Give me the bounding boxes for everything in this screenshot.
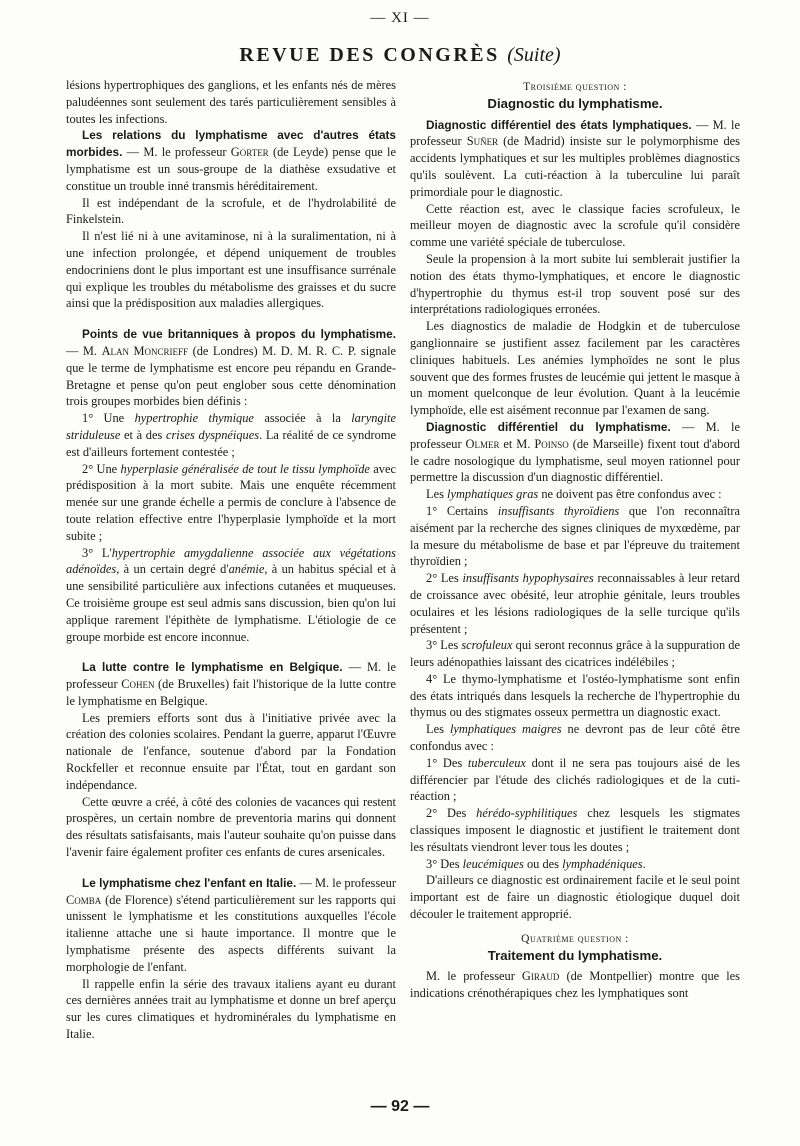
roman-page-number: — XI — (370, 10, 430, 26)
text-run: ne devront pas de leur côté être confondus avec : (410, 722, 740, 754)
text-run: — M. le professeur (66, 660, 397, 692)
text-run: 2° Les (426, 571, 463, 586)
left-column (66, 77, 396, 1043)
italic-term: lymphadéniques (562, 856, 643, 871)
list-item (410, 805, 740, 855)
paragraph: Il est indépendant de la scrofule, et de l'hydrolabilité de Finkelstein. (66, 195, 396, 227)
author-name: Alan Moncrieff (101, 343, 189, 358)
text-run: 3° Des (426, 856, 463, 871)
text-run: — M. (66, 343, 102, 358)
paragraph: Il n'est lié ni à une avitaminose, ni à la suralimentation, ni à une infection prolongée, et dépend uniquement de troubles endocriniens dont le plus important est une insuffisance surrénale qui explique les troubles du métabolisme des graisses et du sucre ainsi que la prédisposition aux maladies allergiques. (66, 229, 396, 311)
italic-term: insuffisants hypophysaires (462, 571, 594, 586)
author-name: Cohen (121, 677, 155, 692)
text-run: Les (426, 722, 450, 737)
text-run: 2° Des (426, 806, 477, 821)
text-run: Les (426, 487, 447, 502)
question-label: Troisième question : (523, 81, 627, 93)
text-run: (de Florence) s'étend particulièrement sur les rapports qui unissent le lymphatisme et les constitutions auxquelles l'école italienne attache une si haute importance. Il montre que le lymphatisme présente des aspects différents suivant la morphologie de l'enfant. (66, 892, 396, 974)
italic-term: lymphatiques maigres (449, 722, 562, 737)
text-run: . La réalité de ce syndrome est d'ailleurs fortement contestée ; (66, 427, 396, 459)
text-run: (de Montpellier) montre que les indications crénothérapiques chez les lymphatiques sont (410, 969, 740, 1001)
paragraph: lésions hypertrophiques des ganglions, et les enfants nés de mères paludéennes sont seulement des tarés particulièrement sensibles à toutes les infections. (66, 78, 396, 126)
paragraph: D'ailleurs ce diagnostic est ordinairement facile et le seul point important est de faire un diagnostic étiologique duquel doit découler le traitement approprié. (410, 873, 740, 922)
section-heading: Le lymphatisme chez l'enfant en Italie. (82, 875, 297, 890)
text-run: , à un certain degré d' (116, 562, 229, 577)
paragraph-comba (66, 875, 396, 976)
right-column (410, 77, 740, 1002)
italic-term: anémie (228, 562, 265, 577)
text-run: 1° Certains (426, 503, 498, 518)
italic-term: lymphatiques gras (447, 487, 539, 502)
text-run: 2° Une (82, 461, 121, 476)
author-name: Giraud (521, 969, 560, 984)
text-run: 1° Des (426, 755, 468, 770)
italic-term: hypertrophie thymique (134, 411, 254, 426)
italic-term: leucémiques (462, 856, 524, 871)
italic-term: crises dyspnéiques (165, 427, 260, 442)
section-title-text: REVUE DES CONGRÈS (239, 44, 500, 66)
text-run: . (642, 856, 646, 871)
text-run: ne doivent pas être confondus avec : (538, 487, 722, 502)
text-run: M. le professeur (426, 969, 522, 984)
text-run: (de Londres) M. D. M. R. C. P. signale que le terme de lymphatisme est encore peu répandu en Grande-Bretagne et pense qu'on peut englober sous cette dénomination trois groupes morbides bien définis : (66, 343, 397, 409)
paragraph: Seule la propension à la mort subite lui semblerait justifier la notion des états thymo-lymphatiques, et encore le diagnostic d'hypertrophie du thymus est-il trop souvent posé sur des interprétations radiologiques erronées. (410, 251, 740, 317)
text-run: (de Marseille) fixent tout d'abord le cadre nosologique du lymphatisme, seul moyen rationnel pour permettre la discussion d'un diagnostic différentiel. (410, 436, 740, 485)
list-item (410, 856, 740, 873)
section-title (0, 44, 800, 67)
list-item (66, 461, 396, 545)
paragraph: Les premiers efforts sont dus à l'initiative privée avec la création des colonies scolaires. Pendant la guerre, apparut l'Œuvre nationale de l'enfance, soutenue d'abord par la Fondation Rockfeller et reconnue ensuite par l'État, tout en gardant son indépendance. (66, 710, 396, 792)
italic-term: hypertrophie amygdalienne associée aux végétations adénoïdes (66, 545, 396, 577)
author-name: Olmer (465, 436, 500, 451)
text-run: (de Madrid) insiste sur le polymorphisme des accidents lymphatiques et sur les multiples problèmes diagnostics qu'ils soulèvent. La cuti-réaction à la tuberculine lui paraît primordiale pour le diagnostic. (410, 134, 741, 199)
italic-term: hérédo-syphilitiques (476, 806, 578, 821)
paragraph-gorter (66, 127, 396, 194)
text-run: dont il ne sera pas toujours aisé de les différencier par l'étude des clichés radiologiques et de la cuti-réaction ; (410, 755, 740, 804)
text-run: — M. le professeur (122, 145, 231, 160)
paragraph-suner (410, 117, 740, 201)
section-title-suite: (Suite) (507, 44, 561, 66)
list-item (410, 755, 740, 805)
section-heading: La lutte contre le lymphatisme en Belgique. (82, 660, 343, 675)
text-run: que l'on reconnaîtra aisément par la recherche des signes cliniques de myxœdème, par la mesure du métabolisme de base et par l'épreuve du traitement thyroïdien ; (410, 503, 740, 569)
list-item (410, 503, 740, 570)
list-item (410, 637, 740, 671)
italic-term: scrofuleux (461, 638, 513, 653)
paragraph-moncrieff (66, 326, 396, 410)
paragraph: Cette réaction est, avec le classique facies scrofuleux, le meilleur moyen de diagnostic avec la scrofule qu'il considère comme une variété spéciale de tuberculose. (410, 201, 740, 250)
paragraph: Il rappelle enfin la série des travaux italiens ayant eu durant ces dernières années trait au lymphatisme et donne un bref aperçu sur les cures climatiques et hydrominérales du lymphatisme en Italie. (66, 976, 396, 1042)
paragraph-cohen (66, 659, 396, 709)
section-heading: Diagnostic différentiel des états lymphatiques. (426, 117, 692, 132)
question-title: Diagnostic du lymphatisme. (487, 95, 663, 111)
italic-term: tuberculeux (467, 755, 526, 770)
author-name: Comba (66, 892, 102, 907)
section-heading: Les relations du lymphatisme avec d'autres états morbides. (66, 128, 396, 160)
author-name: Poinso (534, 436, 569, 451)
text-run: 3° Les (426, 638, 462, 653)
text-run: 1° Une (82, 411, 135, 426)
list-item (410, 570, 740, 637)
paragraph-giraud (410, 968, 740, 1002)
list-item (66, 410, 396, 460)
italic-term: hyperplasie généralisée de tout le tissu lymphoïde (120, 461, 370, 476)
list-item (66, 545, 396, 646)
section-heading: Points de vue britanniques à propos du lymphatisme. (82, 327, 396, 342)
text-run: et M. (499, 436, 535, 451)
paragraph: Cette œuvre a créé, à côté des colonies de vacances qui restent prospères, un certain nombre de preventoria marins qui donnent des résultats satisfaisants, mais l'auteur souhaite qu'on puisse dans l'avenir faire également profiter ces enfants de cures arsenicales. (66, 794, 396, 860)
author-name: Gorter (230, 145, 269, 160)
text-run: associée à la (253, 411, 352, 426)
text-run: reconnaissables à leur retard de croissance avec obésité, leur atrophie génitale, leurs troubles oculaires et les lésions radiologiques de la selle turcique qu'ils présentent ; (410, 571, 740, 636)
text-run: et à des (120, 427, 166, 442)
text-run: qui seront reconnus grâce à la suppuration de leurs adénopathies laissant des cicatrices indélébiles ; (410, 638, 740, 670)
paragraph (410, 721, 740, 755)
author-name: Suñer (466, 134, 499, 149)
text-run: 3° L' (82, 545, 112, 560)
paragraph-olmer (410, 419, 740, 486)
list-item: 4° Le thymo-lymphatisme et l'ostéo-lymphatisme sont enfin des états intriqués dans lesquels la recherche de l'hypertrophie du thymus ou des stigmates osseux permettra un diagnostic exact. (410, 671, 740, 720)
section-heading: Diagnostic différentiel du lymphatisme. (426, 419, 671, 434)
question-label: Quatrième question : (521, 932, 629, 945)
question-title: Traitement du lymphatisme. (487, 947, 663, 963)
text-run: — M. le professeur (410, 117, 740, 149)
paragraph: Les diagnostics de maladie de Hodgkin et de tuberculose ganglionnaire se justifient assez facilement par les caractères cliniques habituels. Les anémies lymphoïdes ne sont le plus souvent que des formes frustes de leucémie qui jettent le masque à un moment quelconque de leur évolution. Quant à la leucémie lymphoïde, elle est aisément reconnue par l'examen de sang. (410, 319, 740, 418)
text-run: avec prédisposition à la mort subite. Mais une enquête récemment menée sur une grande échelle a permis de conclure à l'absence de toute relation effective entre l'hyperplasie lymphoïde et la mort subite ; (66, 461, 396, 543)
text-run: (de Bruxelles) fait l'historique de la lutte contre le lymphatisme en Belgique. (66, 677, 396, 708)
italic-term: laryngite striduleuse (66, 411, 396, 442)
text-run: ou des (523, 856, 563, 871)
text-run: — M. le professeur (410, 419, 740, 451)
text-run: chez lesquels les stigmates classiques imposent le diagnostic et justifient le traitement dont les résultats viendront lever tous les doutes ; (410, 806, 740, 854)
text-run: , à un habitus spécial et à une sensibilité particulière aux infections cutanées et muqueuses. Ce troisième groupe est seul admis sans discussion, bien qu'on lui applique rarement l'épithète de lymphatisme. L'étiologie de ce groupe morbide est encore inconnue. (66, 562, 396, 644)
page-number: — 92 — (370, 1098, 430, 1115)
italic-term: insuffisants thyroïdiens (497, 503, 620, 518)
text-run: (de Leyde) pense que le lymphatisme est un sous-groupe de la diathèse exsudative et constitue un trouble inné transmis héréditairement. (66, 145, 396, 193)
text-run: — M. le professeur (296, 875, 396, 890)
paragraph (410, 486, 740, 503)
